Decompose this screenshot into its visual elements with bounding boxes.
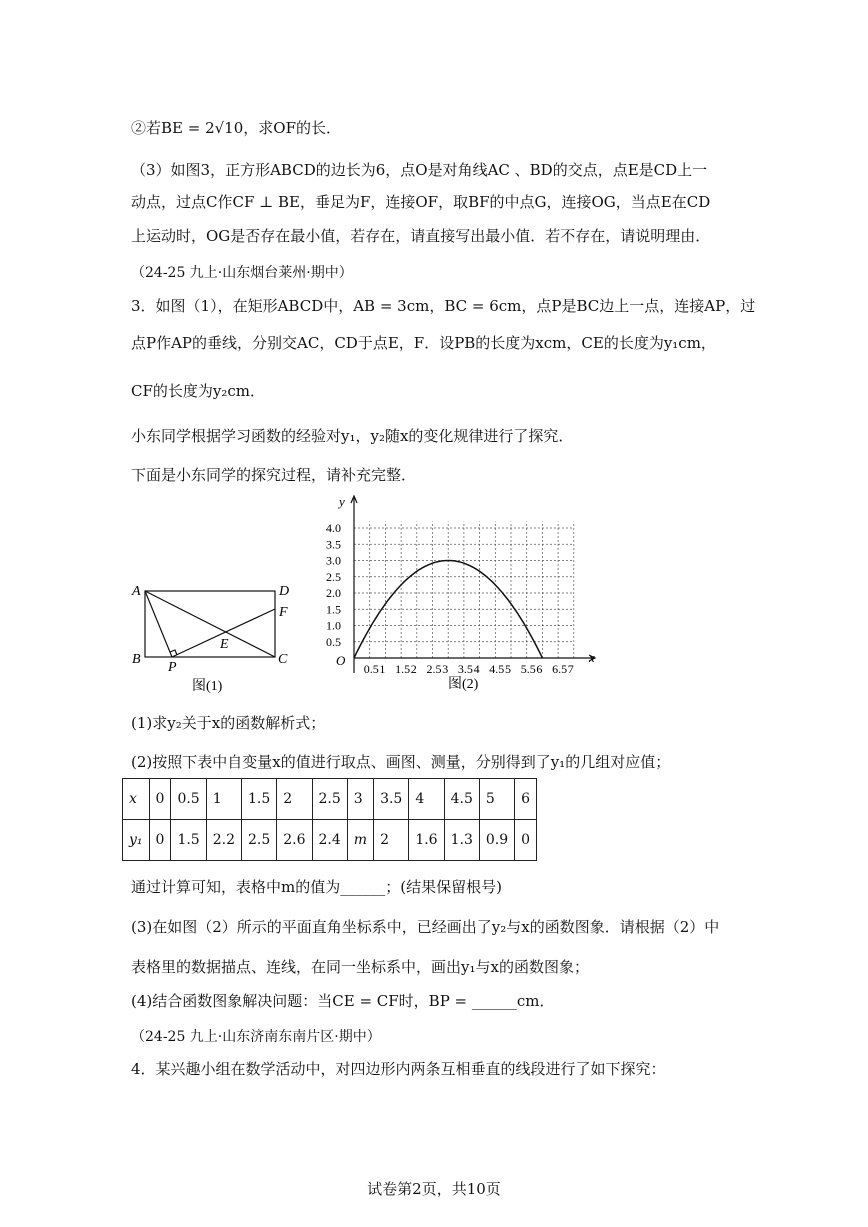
table-cell: 3 [347, 779, 373, 820]
line-q2-part3-a: （3）如图3，正方形ABCD的边长为6，点O是对角线AC 、BD的交点，点E是CD上一 [131, 161, 708, 179]
table-cell: 2 [277, 779, 312, 820]
x-tick-label: 5 [505, 662, 511, 676]
x-tick-label: 2 [410, 662, 417, 676]
x-tick-label: 0.5 [363, 662, 379, 676]
table-cell: 0.5 [171, 779, 206, 820]
figure-2-chart [318, 493, 608, 693]
table-cell: 1.5 [171, 820, 206, 861]
y-tick-label: 1.0 [326, 618, 341, 633]
question-3-a: (3)在如图（2）所示的平面直角坐标系中，已经画出了y₂与x的函数图象．请根据（2）中 [131, 918, 720, 936]
table-cell: 1.5 [241, 779, 276, 820]
x-tick-label: 6 [536, 662, 543, 676]
question-1: (1)求y₂关于x的函数解析式； [131, 714, 326, 732]
line-q2-part3-b: 动点，过点C作CF ⊥ BE，垂足为F，连接OF，取BF的中点G，连接OG，当点E在CD [131, 193, 711, 211]
x-tick-label: 4 [473, 662, 480, 676]
y-tick-label: 0.5 [326, 634, 341, 649]
x-axis-label: x [589, 650, 595, 665]
table-cell: x [123, 779, 150, 820]
x-tick-label: 1.5 [395, 662, 411, 676]
table-row [123, 820, 537, 861]
table-cell: 0 [149, 779, 171, 820]
label-E: E [220, 637, 229, 652]
table-cell: 5 [479, 779, 514, 820]
table-cell: 0 [149, 820, 171, 861]
table-cell: 1.3 [444, 820, 479, 861]
label-A: A [132, 584, 141, 599]
x-tick-label: 1 [379, 662, 386, 676]
y-tick-label: 3.5 [326, 537, 341, 552]
table-cell: 4.5 [444, 779, 479, 820]
line-q2-part2: ②若BE = 2√10，求OF的长． [131, 119, 341, 137]
y-tick-label: 3.0 [326, 553, 341, 568]
label-C: C [278, 652, 288, 667]
figure-1 [125, 578, 300, 693]
y-tick-label: 2.0 [326, 586, 341, 600]
caption-figure-2: 图(2) [448, 677, 479, 692]
label-P: P [168, 660, 177, 675]
y-tick-label: 2.5 [326, 569, 341, 584]
question-4: (4)结合函数图象解决问题：当CE = CF时，BP = ______cm． [131, 992, 555, 1010]
source-note-2: （24-25 九上·山东济南东南片区·期中） [131, 1029, 381, 1045]
line-q2-part3-c: 上运动时，OG是否存在最小值，若存在，请直接写出最小值．若不存在，请说明理由． [131, 227, 711, 245]
question-2: (2)按照下表中自变量x的值进行取点、画图、测量，分别得到了y₁的几组对应值； [131, 753, 671, 771]
y-tick-label: 1.5 [326, 602, 341, 617]
line-q4-intro: 4．某兴趣小组在数学活动中，对四边形内两条互相垂直的线段进行了如下探究： [131, 1060, 666, 1078]
x-tick-label: 2.5 [426, 662, 442, 676]
table-cell: 2.5 [312, 779, 347, 820]
table-cell: 3.5 [374, 779, 409, 820]
table-row [123, 779, 537, 820]
x-tick-label: 5.5 [520, 662, 536, 676]
source-note-1: （24-25 九上·山东烟台莱州·期中） [131, 265, 353, 281]
y-axis-label: y [339, 494, 345, 509]
label-D: D [279, 584, 290, 599]
line-q3-d: 小东同学根据学习函数的经验对y₁，y₂随x的变化规律进行了探究． [131, 427, 574, 445]
x-tick-label: 3.5 [457, 662, 473, 676]
table-cell: y₁ [123, 820, 150, 861]
table-cell: 1 [206, 779, 241, 820]
table-cell: 6 [515, 779, 537, 820]
table-cell: 2 [374, 820, 409, 861]
x-tick-label: 4.5 [489, 662, 505, 676]
table-cell: 0 [515, 820, 537, 861]
origin-label: O [336, 653, 346, 668]
label-B: B [132, 652, 141, 667]
question-3-b: 表格里的数据描点、连线，在同一坐标系中，画出y₁与x的函数图象； [131, 958, 589, 976]
line-q3-b: 点P作AP的垂线，分别交AC，CD于点E，F．设PB的长度为xcm，CE的长度为y₁cm， [131, 334, 716, 352]
page-footer: 试卷第2页，共10页 [367, 1180, 501, 1198]
table-cell: 2.4 [312, 820, 347, 861]
x-tick-label: 7 [567, 662, 574, 676]
line-q3-a: 3．如图（1），在矩形ABCD中，AB = 3cm，BC = 6cm，点P是BC边上一点，连接AP，过 [131, 297, 756, 315]
table-cell: m [347, 820, 373, 861]
value-table [122, 778, 537, 861]
table-cell: 0.9 [479, 820, 514, 861]
table-cell: 2.6 [277, 820, 312, 861]
table-cell: 1.6 [409, 820, 444, 861]
caption-figure-1: 图(1) [192, 679, 223, 693]
table-cell: 4 [409, 779, 444, 820]
label-F: F [279, 605, 288, 620]
question-2-blank: 通过计算可知，表格中m的值为______；(结果保留根号) [131, 878, 502, 896]
y-tick-label: 4.0 [326, 521, 341, 535]
x-tick-label: 3 [442, 662, 449, 676]
x-tick-label: 6.5 [552, 662, 568, 676]
table-cell: 2.2 [206, 820, 241, 861]
table-cell: 2.5 [241, 820, 276, 861]
line-q3-e: 下面是小东同学的探究过程，请补充完整． [131, 466, 417, 484]
line-q3-c: CF的长度为y₂cm． [131, 382, 265, 400]
